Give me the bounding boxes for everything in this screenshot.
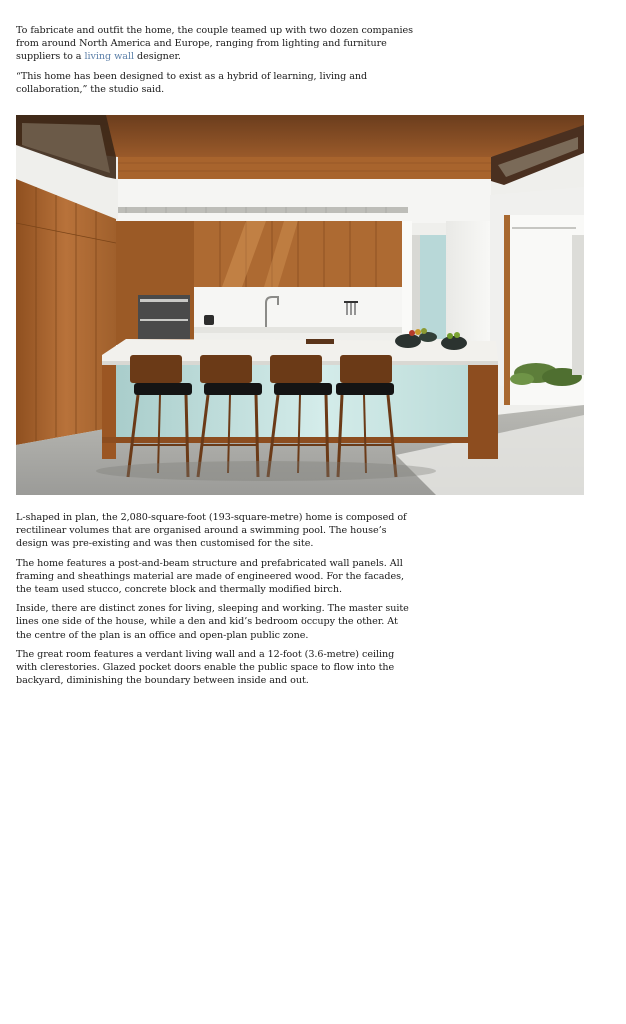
article	[16, 24, 584, 693]
body-paragraph-2: The home features a post-and-beam structure and prefabricated wall panels. All framing and sheathings material are made of engineered wood. For the facades, the team used stucco, concrete block and thermally modified birch.	[16, 557, 404, 596]
body-paragraph-1: L-shaped in plan, the 2,080-square-foot (193-square-metre) home is composed of rectilinear volumes that are organised around a swimming pool. The house’s design was pre-existing and was then customised for the site.	[16, 512, 407, 550]
living-wall-link[interactable]: living wall	[84, 51, 134, 63]
body-paragraph-4: The great room features a verdant living wall and a 12-foot (3.6-metre) ceiling with clerestories. Glazed pocket doors enable the public space to flow into the backyard, diminishing the boundary between inside and out.	[16, 648, 395, 687]
intro-text-before-link: To fabricate and outfit the home, the couple teamed up with two dozen companies from around North America and Europe, ranging from lighting and furniture suppliers to a	[16, 25, 413, 63]
intro-paragraph-2: “This home has been designed to exist as a hybrid of learning, living and collaboration,” the studio said.	[16, 70, 368, 95]
kitchen-photo	[16, 115, 584, 495]
intro-paragraph-1	[16, 24, 416, 64]
intro-text-after-link: designer.	[133, 51, 181, 63]
body-paragraph-3: Inside, there are distinct zones for living, sleeping and working. The master suite lines one side of the house, while a den and kid’s bedroom occupy the other. At the centre of the plan is an office and open-plan public zone.	[16, 603, 409, 641]
